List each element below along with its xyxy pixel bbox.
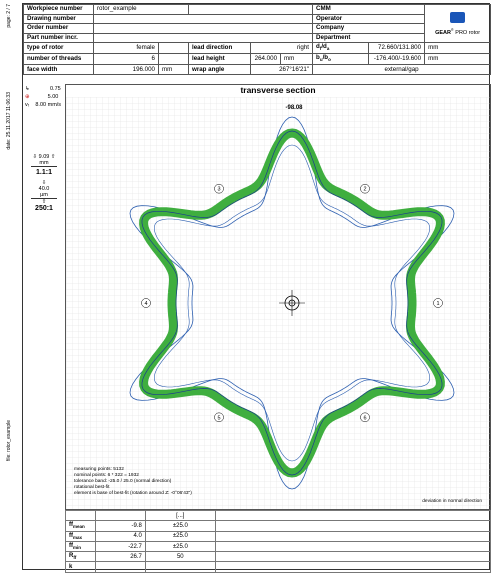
lead-dir-value: right: [251, 43, 313, 54]
tooth-number: 1: [436, 301, 440, 307]
plot-canvas: [66, 85, 490, 509]
lead-height-label: lead height: [189, 54, 251, 65]
direction-note: deviation in normal direction: [422, 499, 482, 504]
legend-line-1: nominal points: 6 * 322 = 1932: [74, 473, 139, 479]
df-value: 72.660/131.800: [369, 43, 425, 54]
plot-title: transverse section: [240, 85, 316, 95]
tooth-number: 4: [144, 301, 148, 307]
scale-top-value: 9.09: [38, 154, 50, 160]
tooth-number: 2: [363, 186, 367, 193]
results-table: [65, 510, 491, 573]
report-frame: [22, 3, 490, 570]
bu-label: $b_u/b_o$: [313, 54, 369, 65]
operator-label: Operator: [313, 14, 425, 24]
workpiece-value: rotor_example: [94, 5, 189, 15]
table-row: $ff_{min}$ -22.7 ±25.0: [66, 541, 491, 551]
threads-label: number of threads: [24, 54, 94, 65]
order-label: Order number: [24, 24, 94, 34]
lead-dir-label: lead direction: [189, 43, 251, 54]
table-row: $ff_{max}$ 4.0 ±25.0: [66, 531, 491, 541]
drawing-label: Drawing number: [24, 14, 94, 24]
transverse-section-plot: [65, 84, 491, 510]
probe-row-2: ⊕ 5.00: [25, 94, 59, 100]
probe-row-1: ↳ 0.75: [25, 86, 61, 92]
product-name: GEAR: [435, 30, 451, 37]
tooth-number: 3: [217, 186, 221, 193]
zeiss-logo-icon: [450, 12, 465, 23]
logo-cell: GEAR® PRO rotor: [425, 5, 491, 43]
plot-grid: [66, 97, 490, 509]
tooth-number: 6: [363, 415, 367, 422]
max-deviation-label: -98.08: [285, 105, 303, 111]
scale-panel: [23, 86, 65, 386]
file-label: file: rotor_example: [6, 420, 12, 462]
face-label: face width: [24, 65, 94, 75]
ratio-2: 250:1: [35, 205, 53, 212]
speed-row: vₜ 8.00 mm/s: [25, 102, 62, 108]
product-suffix: PRO rotor: [455, 30, 481, 37]
lead-height-unit: mm: [281, 54, 313, 65]
df-label: $d_f/d_a$: [313, 43, 369, 54]
plot-legend: [74, 467, 192, 497]
results-header-mark: [...]: [145, 511, 215, 521]
header-table: [23, 4, 491, 75]
bu-unit: mm: [425, 54, 491, 65]
contact-value: external/gap: [313, 65, 491, 75]
company-label: Company: [313, 24, 425, 34]
part-label: Part number incr.: [24, 33, 94, 43]
workpiece-label: Workpiece number: [24, 5, 94, 15]
table-row: $ff_{mean}$ -9.8 ±25.0: [66, 521, 491, 531]
scale-unit-mm: mm: [31, 160, 57, 167]
department-label: Department: [313, 33, 425, 43]
legend-line-3: rotational best-fit: [74, 485, 110, 491]
ratio-1: 1.1:1: [36, 169, 52, 176]
scale-unit-um: µm: [31, 192, 57, 199]
wrap-value: 267°16'21": [251, 65, 313, 75]
face-unit: mm: [159, 65, 189, 75]
threads-value: 6: [94, 54, 159, 65]
df-unit: mm: [425, 43, 491, 54]
scale-block: ⇩ 9.09 ⇧ mm 1.1:1 ⇩ 40.0 µm ⇧ 250:1: [23, 154, 65, 212]
bu-value: -176.400/-19.600: [369, 54, 425, 65]
scale-mid-value: 40.0: [38, 186, 50, 192]
wrap-label: wrap angle: [189, 65, 251, 75]
legend-line-2: tolerance band: -25.0 / 25.0 (normal direction): [74, 479, 172, 485]
legend-line-0: measuring points: 5132: [74, 467, 124, 472]
table-row: $R_{ff}$ 26.7 50: [66, 552, 491, 562]
legend-line-4: element is base of best-fit (rotation around Z: -0°06'43"): [74, 491, 192, 497]
date-label: date: 25.11.2017 11:06:33: [6, 92, 12, 150]
tooth-number: 5: [217, 415, 221, 422]
cmm-label: CMM: [313, 5, 425, 15]
page-indicator: page: 2 / 7: [6, 4, 12, 28]
lead-height-value: 264.000: [251, 54, 281, 65]
type-label: type of rotor: [24, 43, 94, 54]
face-value: 196.000: [94, 65, 159, 75]
table-row: k: [66, 562, 491, 572]
type-value: female: [94, 43, 159, 54]
